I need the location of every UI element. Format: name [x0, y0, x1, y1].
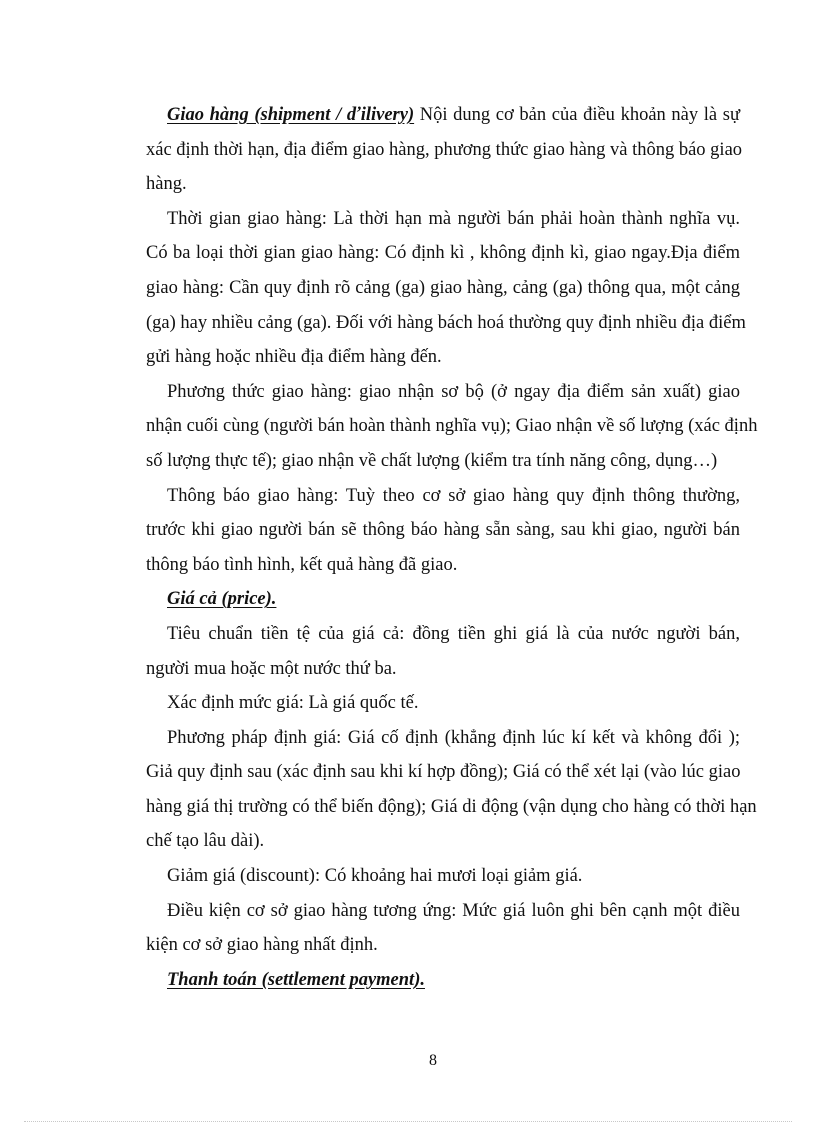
- document-body: [146, 98, 758, 997]
- paragraph-line: [167, 582, 740, 617]
- section-heading-shipment: Giao hàng (shipment / ďilivery): [167, 105, 415, 125]
- paragraph-line: hàng giá thị trường có thể biến động); Giá di động (vận dụng cho hàng có thời hạn: [146, 796, 757, 817]
- paragraph-line: trước khi giao người bán sẽ thông báo hàng sẵn sàng, sau khi giao, người bán: [146, 520, 740, 541]
- paragraph-line: [167, 963, 740, 998]
- section-heading-price: Giá cả (price).: [167, 589, 277, 610]
- paragraph-line: thông báo tình hình, kết quả hàng đã giao.: [146, 554, 458, 575]
- paragraph-line: Thông báo giao hàng: Tuỳ theo cơ sở giao hàng quy định thông thường,: [167, 485, 740, 506]
- paragraph-line: Tiêu chuẩn tiền tệ của giá cả: đồng tiền ghi giá là của nước người bán,: [167, 623, 740, 644]
- paragraph-line: nhận cuối cùng (người bán hoàn thành nghĩa vụ); Giao nhận về số lượng (xác định: [146, 416, 758, 437]
- paragraph-line: Phương pháp định giá: Giá cố định (khẳng định lúc kí kết và không đổi );: [167, 727, 740, 748]
- paragraph-line: Giả quy định sau (xác định sau khi kí hợp đồng); Giá có thể xét lại (vào lúc giao: [146, 762, 741, 783]
- page-number: 8: [429, 1052, 437, 1069]
- paragraph-line: Giảm giá (discount): Có khoảng hai mươi loại giảm giá.: [167, 866, 583, 887]
- paragraph-line: Xác định mức giá: Là giá quốc tế.: [167, 693, 419, 714]
- paragraph-line: kiện cơ sở giao hàng nhất định.: [146, 935, 378, 956]
- paragraph-line: chế tạo lâu dài).: [146, 831, 265, 852]
- paragraph-line: số lượng thực tế); giao nhận về chất lượng (kiểm tra tính năng công, dụng…): [146, 450, 718, 471]
- paragraph-line: Phương thức giao hàng: giao nhận sơ bộ (ở ngay địa điểm sản xuất) giao: [167, 381, 740, 402]
- text-run: Nội dung cơ bản của điều khoản này là sự: [414, 105, 740, 125]
- paragraph-line: gửi hàng hoặc nhiều địa điểm hàng đến.: [146, 347, 442, 368]
- section-heading-payment: Thanh toán (settlement payment).: [167, 969, 425, 990]
- paragraph-line: người mua hoặc một nước thứ ba.: [146, 658, 397, 679]
- paragraph-line: giao hàng: Cần quy định rõ cảng (ga) giao hàng, cảng (ga) thông qua, một cảng: [146, 277, 740, 298]
- paragraph-line: (ga) hay nhiều cảng (ga). Đối với hàng bách hoá thường quy định nhiều địa điểm: [146, 312, 746, 333]
- paragraph-line: hàng.: [146, 174, 187, 195]
- footer-divider: [24, 1121, 792, 1122]
- paragraph-line: Điều kiện cơ sở giao hàng tương ứng: Mức giá luôn ghi bên cạnh một điều: [167, 900, 740, 921]
- paragraph-line: [167, 98, 740, 133]
- paragraph-line: Thời gian giao hàng: Là thời hạn mà người bán phải hoàn thành nghĩa vụ.: [167, 208, 740, 229]
- paragraph-line: xác định thời hạn, địa điểm giao hàng, phương thức giao hàng và thông báo giao: [146, 139, 743, 160]
- paragraph-line: Có ba loại thời gian giao hàng: Có định kì , không định kì, giao ngay.Địa điểm: [146, 243, 740, 264]
